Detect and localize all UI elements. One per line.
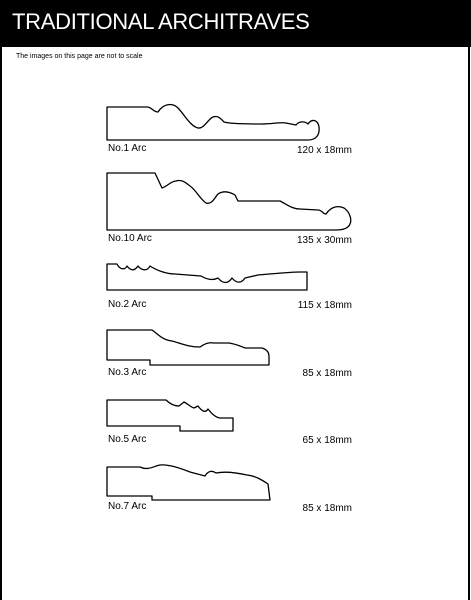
architrave-profile-no1	[107, 105, 319, 140]
page-title: TRADITIONAL ARCHITRAVES	[12, 9, 310, 34]
architrave-profile-no10	[107, 173, 351, 230]
scale-note: The images on this page are not to scale	[16, 53, 143, 60]
profile-name: No.2 Arc	[108, 299, 147, 310]
profile-name: No.10 Arc	[108, 233, 152, 244]
profile-name: No.3 Arc	[108, 367, 147, 378]
architrave-profile-no3	[107, 330, 269, 365]
profile-name: No.7 Arc	[108, 501, 147, 512]
architrave-profile-no5	[107, 400, 233, 431]
profile-size: 120 x 18mm	[296, 145, 352, 156]
profile-name: No.1 Arc	[108, 143, 147, 154]
profile-size: 85 x 18mm	[302, 368, 352, 379]
profile-size: 115 x 18mm	[297, 300, 352, 311]
architrave-profile-no2	[107, 264, 307, 290]
profile-size: 135 x 30mm	[296, 235, 352, 246]
profile-size: 85 x 18mm	[302, 503, 352, 514]
architrave-profile-no7	[107, 465, 270, 500]
profile-size: 65 x 18mm	[302, 435, 352, 446]
profile-name: No.5 Arc	[108, 434, 147, 445]
